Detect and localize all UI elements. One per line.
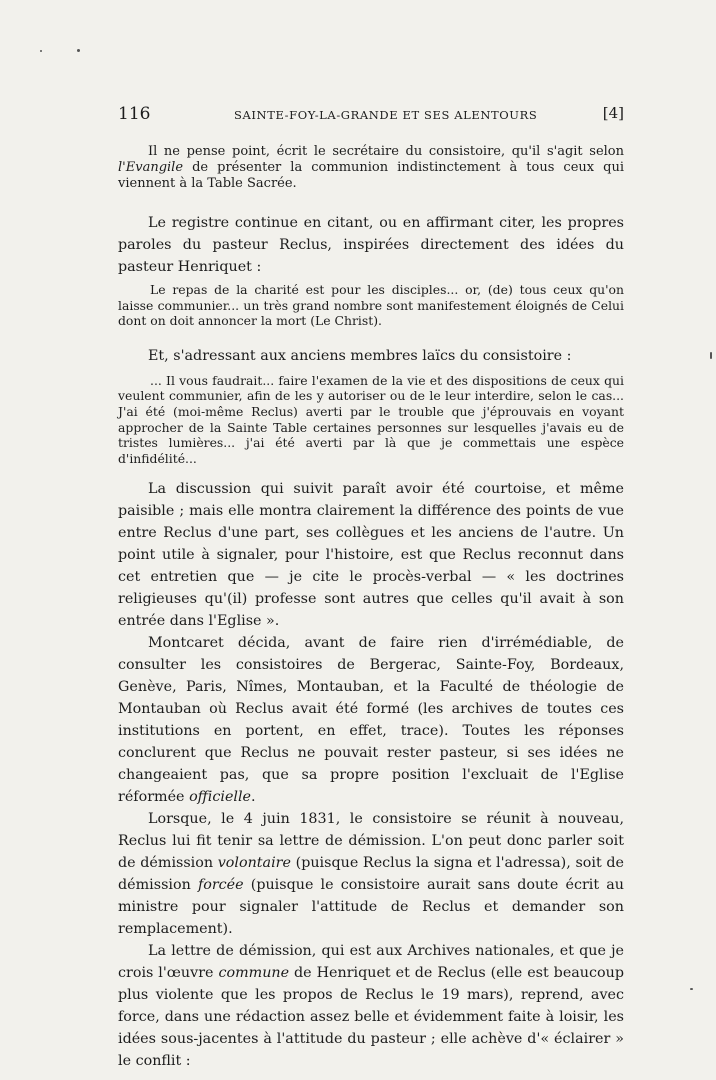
page-header xyxy=(118,104,624,128)
block-quote: Le repas de la charité est pour les disciples... or, (de) tous ceux qu'on laisse communier... un très grand nombre sont manifestement éloignés de Celui dont on doit annoncer la mort (Le Christ). xyxy=(118,282,624,329)
paragraph: Et, s'adressant aux anciens membres laïcs du consistoire : xyxy=(148,347,572,364)
paragraph: Le registre continue en citant, ou en affirmant citer, les propres paroles du pasteur Reclus, inspirées directement des idées du pasteur Henriquet : xyxy=(118,215,624,275)
paragraph: Lorsque, le 4 juin 1831, le consistoire se réunit à nouveau, Reclus lui fit tenir sa lettre de démission. L'on peut donc parler soit de démission volontaire (puisque Reclus la signa et l'adressa), soit de démission forcée (puisque le consistoire aurait sans doute écrit au ministre pour signaler l'attitude de Reclus et demander son remplacement). xyxy=(118,811,624,938)
scan-speck xyxy=(77,49,80,52)
section-number: [4] xyxy=(602,104,624,122)
paragraph: Il ne pense point, écrit le secrétaire du consistoire, qu'il s'agit selon l'Evangile de présenter la communion indistinctement à tous ceux qui viennent à la Table Sacrée. xyxy=(118,144,624,191)
block-quote: ... Il vous faudrait... faire l'examen de la vie et des dispositions de ceux qui veulent communier, afin de les y autoriser ou de le leur interdire, selon le cas... J'ai été (moi-même Reclus) averti par le trouble que j'éprouvais en voyant approcher de la Sainte Table certaines personnes sur lesquelles j'avais eu de tristes lumières... j'ai été averti par là que je commettais une espèce d'infidélité... xyxy=(118,372,624,466)
paragraph: La lettre de démission, qui est aux Archives nationales, et que je crois l'œuvre commune de Henriquet et de Reclus (elle est beaucoup plus violente que les propos de Reclus le 19 mars), reprend, avec force, dans une rédaction assez belle et évidemment faite à loisir, les idées sous-jacentes à l'attitude du pasteur ; elle achève d'« éclairer » le conflit : xyxy=(118,943,624,1070)
page-body xyxy=(118,144,624,1072)
running-title: SAINTE-FOY-LA-GRANDE ET SES ALENTOURS xyxy=(234,108,538,122)
paragraph: La discussion qui suivit paraît avoir été courtoise, et même paisible ; mais elle montra clairement la différence des points de vue entre Reclus d'une part, ses collègues et les anciens de l'autre. Un point utile à signaler, pour l'histoire, est que Reclus reconnut dans cet entretien que — je cite le procès-verbal — « les doctrines religieuses qu'(il) professe sont autres que celles qu'il avait à son entrée dans l'Eglise ». xyxy=(118,481,624,630)
scan-speck xyxy=(710,352,712,359)
paragraph: Montcaret décida, avant de faire rien d'irrémédiable, de consulter les consistoires de Bergerac, Sainte-Foy, Bordeaux, Genève, Paris, Nîmes, Montauban, et la Faculté de théologie de Montauban où Reclus avait été formé (les archives de toutes ces institutions en portent, en effet, trace). Toutes les réponses conclurent que Reclus ne pouvait rester pasteur, si ses idées ne changeaient pas, que sa propre position l'excluait de l'Eglise réformée officielle. xyxy=(118,635,624,806)
page-number: 116 xyxy=(118,104,151,124)
scan-speck xyxy=(690,988,693,990)
scan-speck xyxy=(40,50,42,52)
